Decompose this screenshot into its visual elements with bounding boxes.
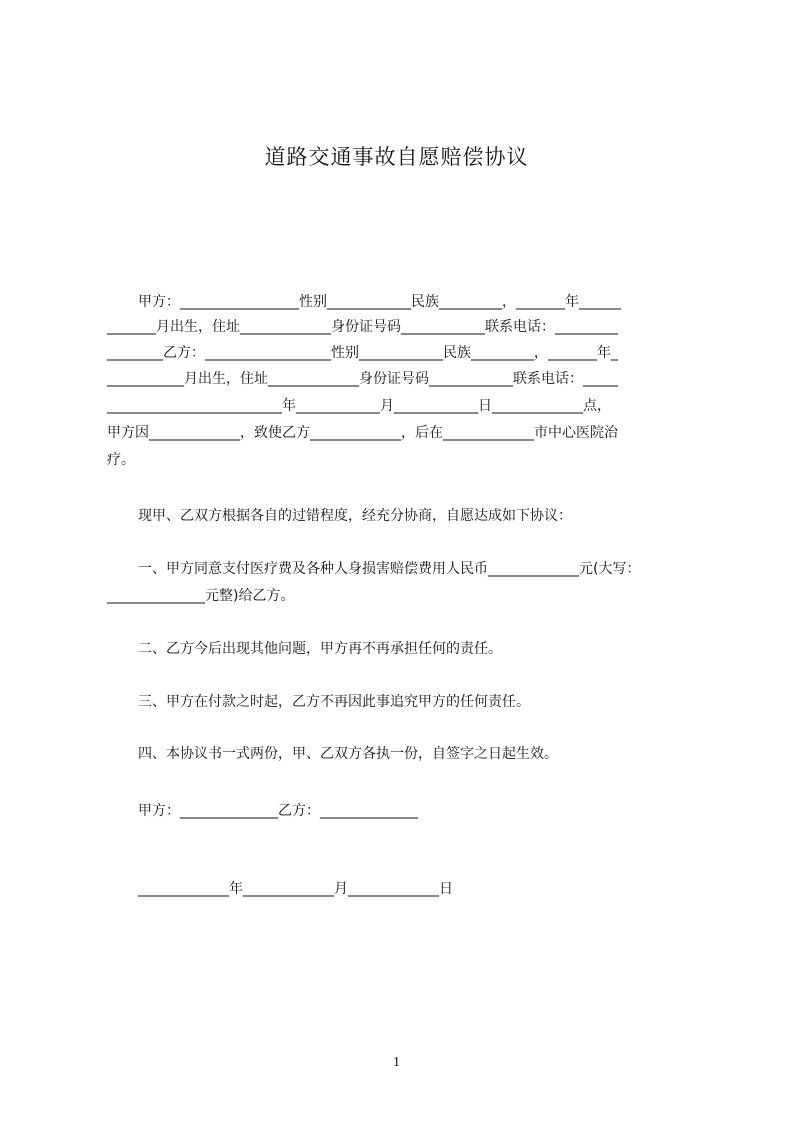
date-line: _____________年_____________月_____________日 — [138, 881, 453, 897]
party-a-info-line-1: 甲方：_________________性别____________民族_________，_______年______ — [138, 294, 621, 310]
signature-line: 甲方：______________乙方：______________ — [138, 803, 418, 819]
party-b-info-line-2: ___________月出生，住址_____________身份证号码____________联系电话：_____ — [107, 371, 618, 387]
party-b-info-line-1: ________乙方：__________________性别____________民族_________，_______年_ — [107, 345, 618, 361]
document-title: 道路交通事故自愿赔偿协议 — [264, 145, 529, 169]
party-a-info-line-2: _______月出生，住址_____________身份证号码____________联系电话：_________ — [107, 319, 618, 335]
accident-time-line: _________________________年____________月____________日_____________点， — [107, 398, 611, 414]
clause-2: 二、乙方今后出现其他问题，甲方再不再承担任何的责任。 — [138, 641, 502, 657]
clause-3: 三、甲方在付款之时起，乙方不再因此事追究甲方的任何责任。 — [138, 694, 530, 710]
accident-cause-line: 甲方因_____________，致使乙方_____________，后在_____________市中心医院治 — [107, 425, 618, 441]
clause-4: 四、本协议书一式两份，甲、乙双方各执一份，自签字之日起生效。 — [138, 746, 558, 762]
agreement-intro: 现甲、乙双方根据各自的过错程度，经充分协商，自愿达成如下协议： — [138, 508, 572, 524]
page-number: 1 — [393, 1055, 400, 1070]
accident-cause-line-end: 疗。 — [107, 452, 135, 468]
clause-1-line-1: 一、甲方同意支付医疗费及各种人身损害赔偿费用人民币_____________元(大写： — [138, 561, 641, 577]
clause-1-line-2: ______________元整)给乙方。 — [107, 588, 295, 604]
